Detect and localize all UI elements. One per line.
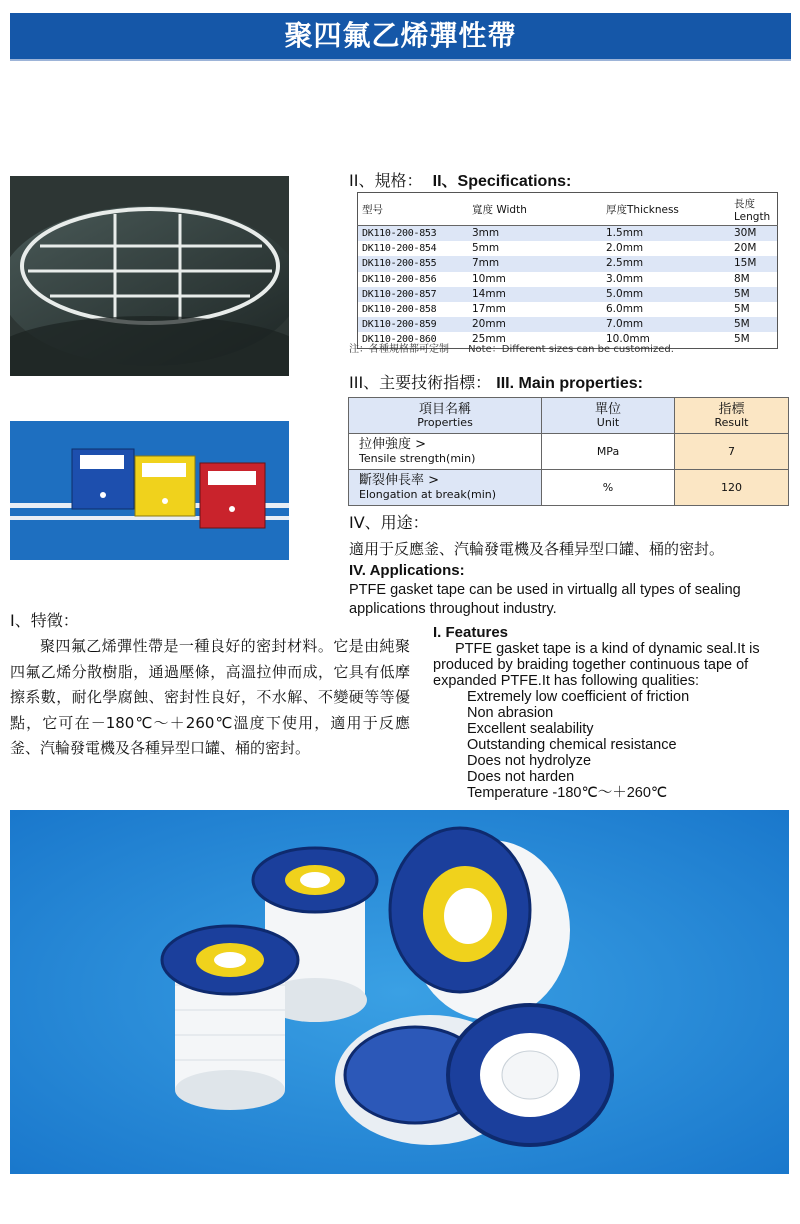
cell-thickness: 10.0mm: [606, 333, 650, 346]
list-item: Temperature -180℃～＋260℃: [467, 785, 668, 801]
title-divider: [10, 59, 791, 61]
cell-thickness: 5.0mm: [576, 287, 730, 302]
specifications-table: [357, 192, 778, 349]
main-properties-heading-cn: III、主要技術指標：: [349, 373, 492, 392]
cell-model: DK110-200-853: [358, 226, 463, 242]
col-properties-cn: 項目名稱: [418, 401, 471, 417]
cell-width: 20mm: [462, 317, 576, 332]
cell-result: 7: [675, 434, 789, 470]
property-name-cn: 拉伸強度 >: [359, 436, 427, 452]
cell-unit: MPa: [542, 434, 675, 470]
applications-heading-en: IV. Applications:: [349, 562, 465, 579]
cell-property-name: [349, 434, 542, 470]
table-row: [358, 226, 778, 242]
cell-thickness: 2.0mm: [606, 242, 644, 255]
cell-length: 8M: [734, 272, 750, 285]
table-row: [349, 434, 789, 470]
cell-width: 7mm: [462, 256, 576, 271]
cell-result: 120: [675, 470, 789, 506]
col-length: 長度Length: [730, 193, 778, 226]
cell-model: DK110-200-860: [362, 334, 437, 346]
property-name-en: Tensile strength(min): [359, 451, 476, 465]
cell-property-name: [349, 470, 542, 506]
table-row: [358, 287, 778, 302]
cell-width: 25mm: [472, 333, 506, 346]
features-list: [467, 689, 689, 801]
col-result-en: Result: [714, 415, 749, 429]
cell-length: 5M: [734, 303, 750, 316]
table-row: [349, 470, 789, 506]
list-item: Outstanding chemical resistance: [467, 737, 677, 753]
list-item: Does not hydrolyze: [467, 753, 592, 769]
col-width: 寬度 Width: [462, 193, 576, 226]
specifications-heading-cn: II、規格：: [349, 171, 423, 190]
cell-length: 15M: [730, 256, 778, 271]
cell-model: DK110-200-854: [362, 243, 437, 255]
main-properties-heading-en: III. Main properties:: [496, 375, 643, 392]
gasket-tape-spools-photo: [10, 810, 789, 1174]
list-item: Excellent sealability: [467, 721, 594, 737]
gasket-manway-photo: [10, 176, 289, 376]
customization-note: 注：各種規格都可定制 Note：Different sizes can be customized.: [349, 344, 674, 355]
list-item: Extremely low coefficient of friction: [467, 689, 690, 705]
col-unit-cn: 單位: [594, 401, 621, 417]
features-text-cn: 聚四氟乙烯彈性帶是一種良好的密封材料。它是由純聚四氟乙烯分散樹脂，通過壓條，高溫拉伸而成，它具有低摩擦系數，耐化學腐蝕、密封性良好，不水解、不變硬等等優點，它可在－180℃～＋260℃溫度下使用，適用于反應釜、汽輪發電機及各種异型口罐、桶的密封。: [10, 637, 410, 757]
page-title: 聚四氟乙烯彈性帶: [10, 13, 791, 59]
features-heading-en: I. Features: [433, 624, 509, 641]
cell-width: 5mm: [472, 242, 500, 255]
list-item: Does not harden: [467, 769, 575, 785]
table-row: [358, 272, 778, 287]
applications-text-cn: 適用于反應釜、汽輪發電機及各種异型口罐、桶的密封。: [349, 540, 725, 558]
cell-thickness: 1.5mm: [576, 226, 730, 242]
main-properties-heading: [349, 370, 643, 393]
property-name-en: Elongation at break(min): [359, 487, 497, 501]
col-result-cn: 指標: [718, 401, 745, 417]
features-heading-cn: I、特徵：: [10, 611, 79, 630]
cell-model: DK110-200-855: [358, 256, 463, 271]
table-row: [358, 256, 778, 271]
col-properties-en: Properties: [417, 415, 473, 429]
cell-thickness: 6.0mm: [606, 303, 644, 316]
col-model: 型号: [358, 193, 463, 226]
table-header-row: [358, 193, 778, 226]
table-header-row: [349, 398, 789, 434]
cell-length: 20M: [734, 242, 757, 255]
col-unit: [542, 398, 675, 434]
boxed-products-photo: [10, 421, 289, 560]
specifications-heading: [349, 168, 571, 191]
cell-model: DK110-200-856: [362, 273, 437, 285]
cell-length: 5M: [734, 333, 750, 346]
main-properties-table: [348, 397, 789, 506]
table-row: [358, 241, 778, 256]
col-thickness: 厚度Thickness: [576, 193, 730, 226]
cell-width: 14mm: [462, 287, 576, 302]
cell-thickness: 2.5mm: [576, 256, 730, 271]
cell-length: 5M: [730, 317, 778, 332]
col-result: [675, 398, 789, 434]
cell-unit: %: [542, 470, 675, 506]
cell-length: 5M: [730, 287, 778, 302]
cell-thickness: 7.0mm: [576, 317, 730, 332]
cell-model: DK110-200-857: [358, 287, 463, 302]
cell-width: 10mm: [472, 272, 506, 285]
property-name-cn: 斷裂伸長率 >: [359, 472, 440, 488]
features-intro-en: PTFE gasket tape is a kind of dynamic seal.It is produced by braiding together continuous tape of expanded PTFE.It has following qualities:: [433, 641, 760, 689]
applications-heading-cn: IV、用途：: [349, 513, 429, 532]
cell-width: 3mm: [462, 226, 576, 242]
applications-text-en: PTFE gasket tape can be used in virtuallg all types of sealing applications throughout industry.: [349, 582, 741, 617]
cell-length: 30M: [730, 226, 778, 242]
cell-model: DK110-200-858: [362, 304, 437, 316]
cell-thickness: 3.0mm: [606, 272, 644, 285]
cell-width: 17mm: [472, 303, 506, 316]
table-row: [358, 317, 778, 332]
list-item: Non abrasion: [467, 705, 554, 721]
table-row: [358, 302, 778, 317]
col-properties: [349, 398, 542, 434]
col-unit-en: Unit: [596, 415, 620, 429]
cell-model: DK110-200-859: [358, 317, 463, 332]
specifications-heading-en: II、Specifications:: [432, 173, 572, 190]
